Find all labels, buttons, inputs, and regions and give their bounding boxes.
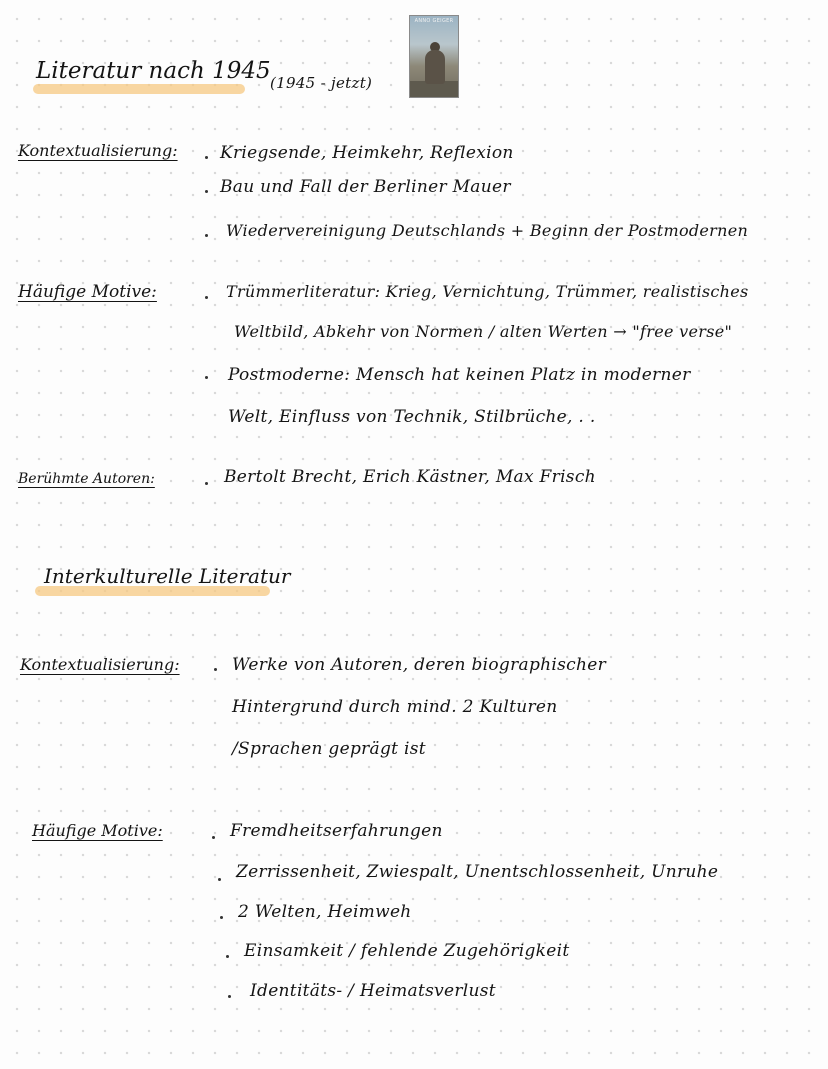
kontext-item-1: Kriegsende, Heimkehr, Reflexion — [220, 143, 514, 163]
title-highlight — [33, 84, 245, 94]
motive-item-1-line2: Weltbild, Abkehr von Normen / alten Werten → "free verse" — [234, 322, 733, 341]
motive-item-2-line2: Welt, Einfluss von Technik, Stilbrüche, . . — [228, 407, 596, 427]
bullet-dot — [220, 916, 223, 919]
bullet-dot — [218, 878, 221, 881]
bullet-dot — [205, 234, 208, 237]
bullet-dot — [205, 296, 208, 299]
motive2-item-1: Fremdheitserfahrungen — [230, 821, 443, 841]
bullet-dot — [212, 836, 215, 839]
motive-item-2-line1: Postmoderne: Mensch hat keinen Platz in moderner — [228, 365, 691, 385]
bullet-dot — [226, 955, 229, 958]
kontext2-line1: Werke von Autoren, deren biographischer — [232, 655, 606, 675]
section1-date-range: (1945 - jetzt) — [270, 74, 373, 92]
kontext-label-1: Kontextualisierung: — [18, 141, 178, 160]
section1-title: Literatur nach 1945 — [36, 58, 271, 84]
kontext-item-3: Wiedervereinigung Deutschlands + Beginn der Postmodernen — [226, 221, 749, 240]
kontext-label-2: Kontextualisierung: — [20, 655, 180, 674]
motive2-item-2: Zerrissenheit, Zwiespalt, Unentschlossenheit, Unruhe — [236, 862, 719, 882]
bullet-dot — [205, 376, 208, 379]
kontext2-line2: Hintergrund durch mind. 2 Kulturen — [232, 697, 558, 717]
kontext-item-2: Bau und Fall der Berliner Mauer — [220, 177, 511, 197]
kontext2-line3: /Sprachen geprägt ist — [232, 739, 426, 759]
motive2-item-5: Identitäts- / Heimatsverlust — [250, 981, 496, 1001]
bullet-dot — [214, 668, 217, 671]
bullet-dot — [205, 156, 208, 159]
cover-figure — [425, 50, 445, 84]
motive2-item-4: Einsamkeit / fehlende Zugehörigkeit — [244, 941, 570, 961]
book-cover-title: ANNO GEIGER — [414, 18, 454, 24]
motive-label-2: Häufige Motive: — [32, 821, 163, 840]
autoren-text: Bertolt Brecht, Erich Kästner, Max Frisch — [224, 467, 596, 487]
bullet-dot — [228, 995, 231, 998]
motive-label-1: Häufige Motive: — [18, 282, 157, 302]
autoren-label: Berühmte Autoren: — [18, 471, 155, 487]
motive-item-1-line1: Trümmerliteratur: Krieg, Vernichtung, Trümmer, realistisches — [226, 282, 749, 301]
bullet-dot — [205, 482, 208, 485]
motive2-item-3: 2 Welten, Heimweh — [238, 902, 412, 922]
section2-title: Interkulturelle Literatur — [44, 564, 291, 588]
book-cover-image — [409, 15, 459, 98]
bullet-dot — [205, 190, 208, 193]
